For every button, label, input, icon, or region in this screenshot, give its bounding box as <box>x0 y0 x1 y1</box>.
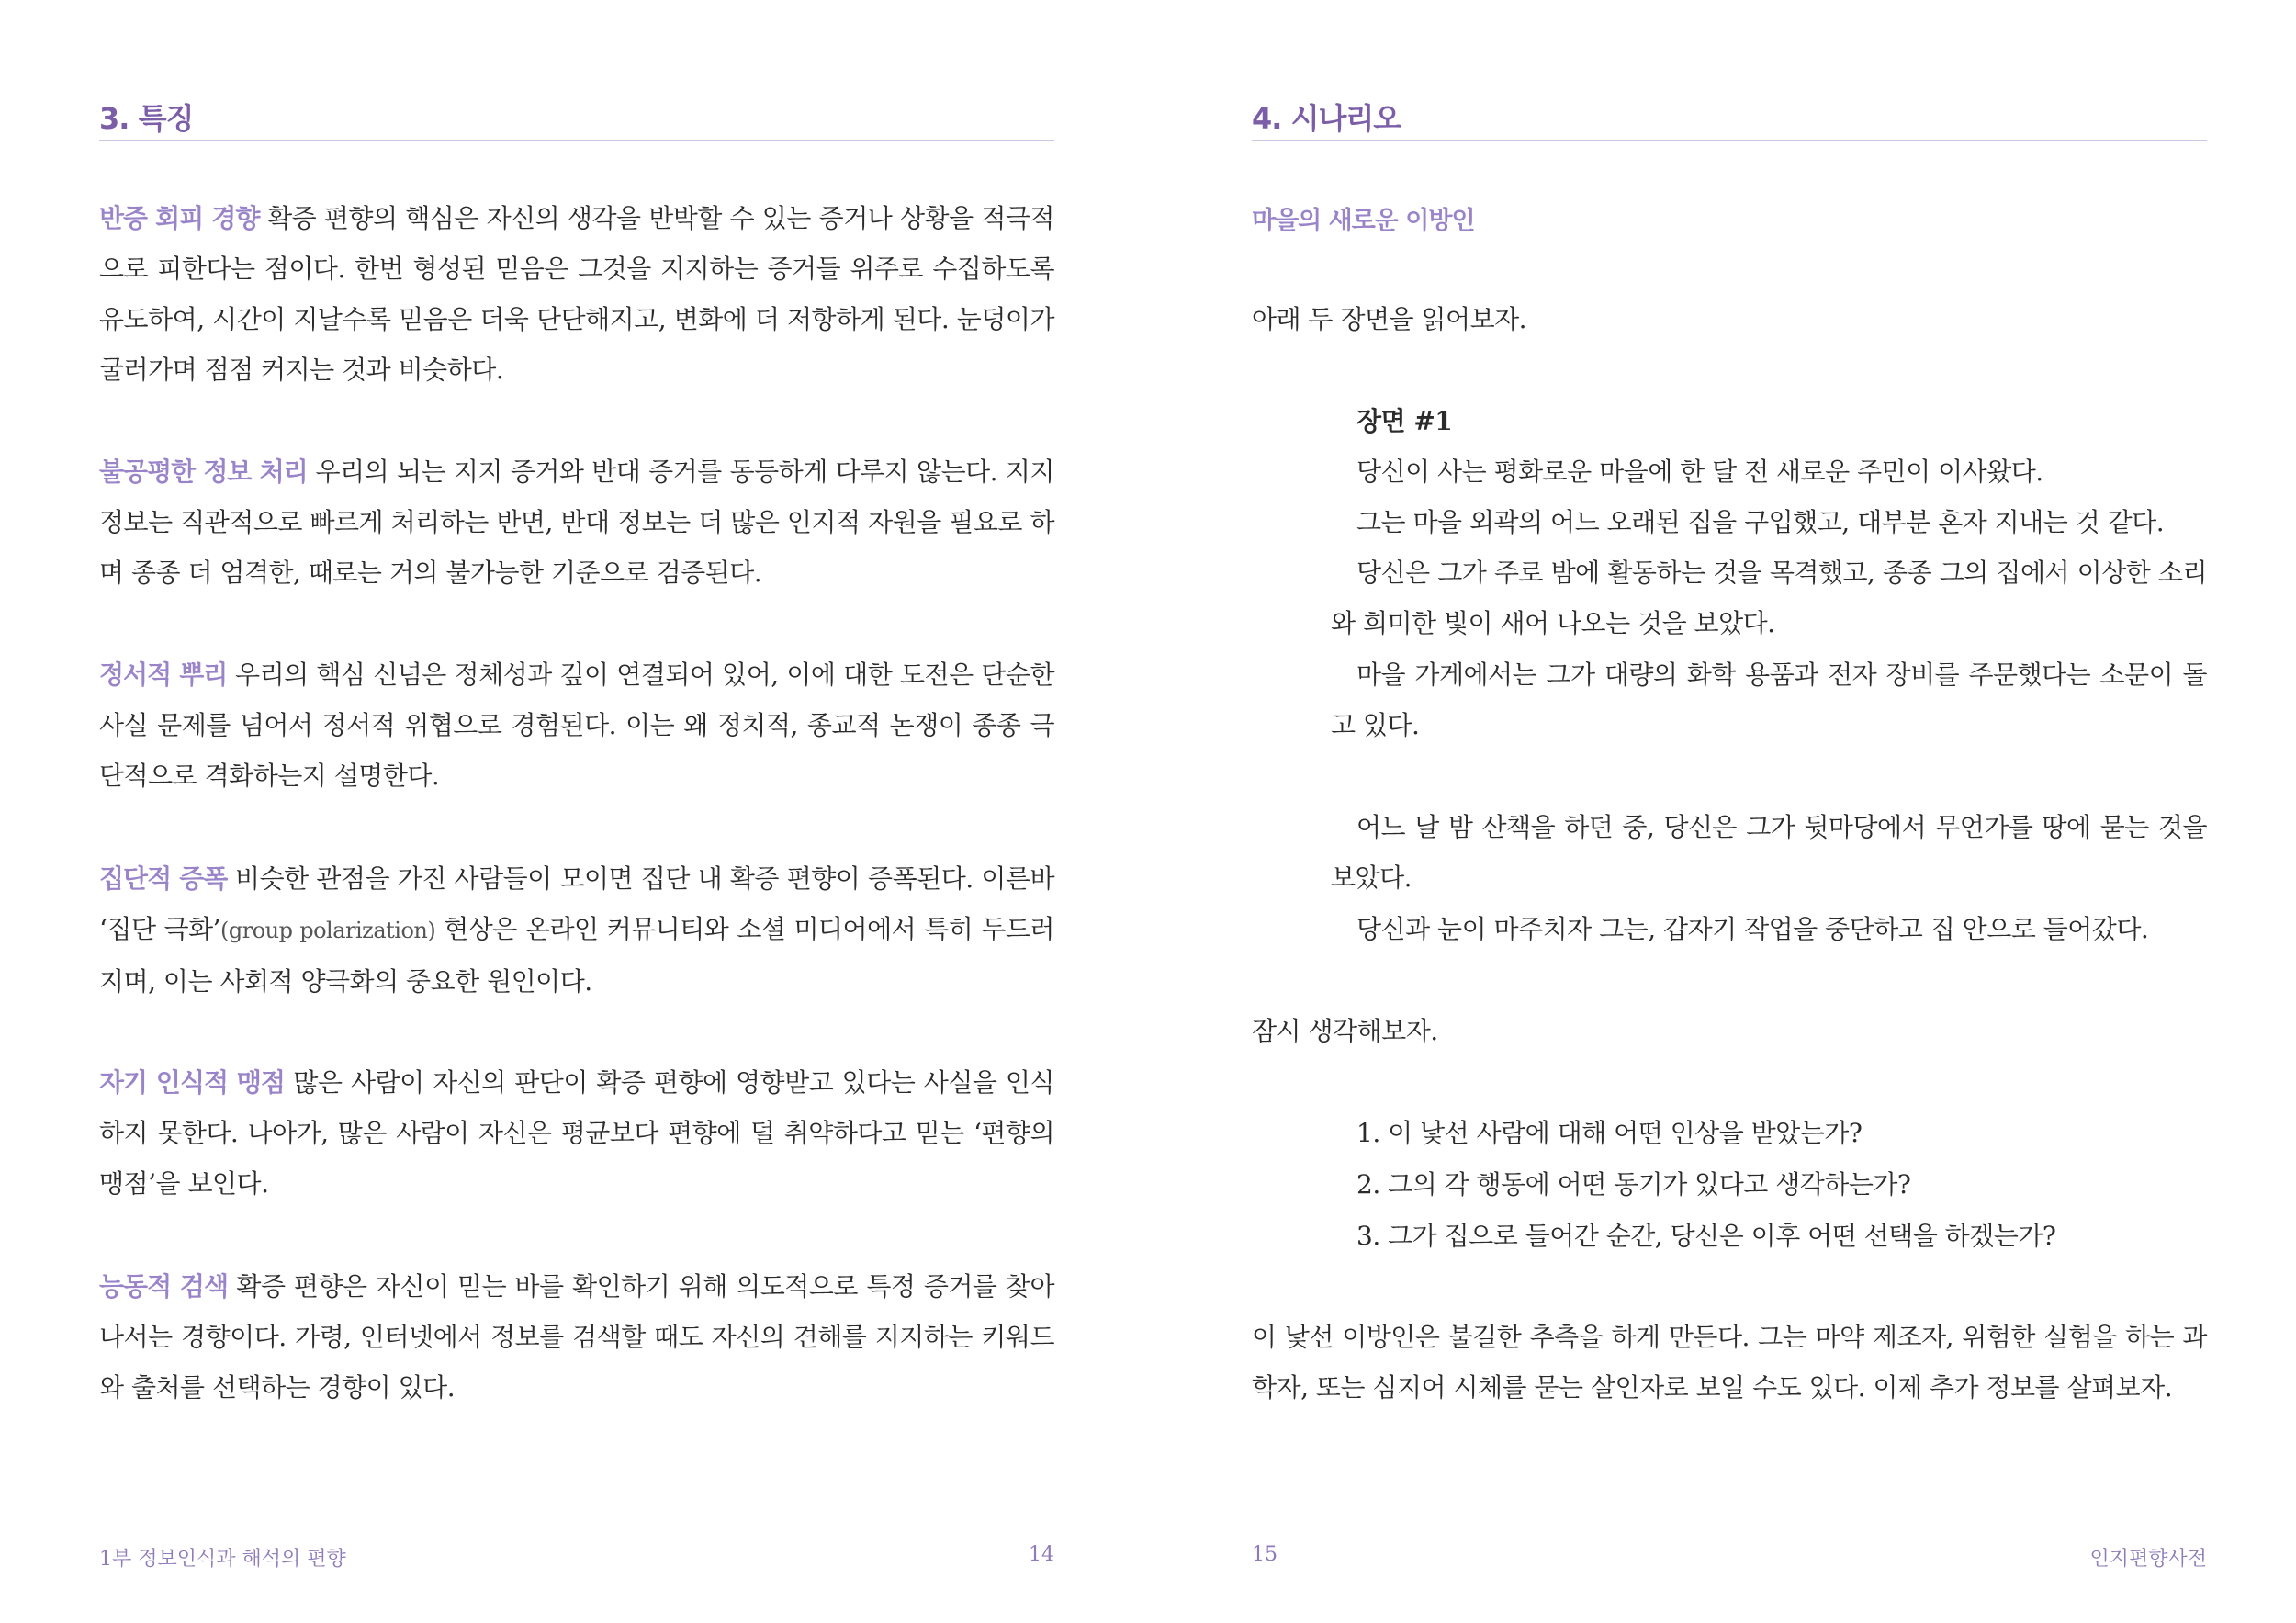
feature-paren-term: (group polarization) <box>220 918 436 943</box>
feature-text: 우리의 핵심 신념은 정체성과 깊이 연결되어 있어, 이에 대한 도전은 단순한 사실 문제를 넘어서 정서적 위협으로 경험된다. 이는 왜 정치적, 종교적 논쟁이 종종 극단적으로 격화하는지 설명한다. <box>99 659 1054 791</box>
page-number-right: 15 <box>1252 1543 1277 1566</box>
question-item: 2. 그의 각 행동에 어떤 동기가 있다고 생각하는가? <box>1356 1169 1911 1200</box>
section-heading-features: 3. 특징 <box>99 101 194 136</box>
scenario-intro: 아래 두 장면을 읽어보자. <box>1252 304 1527 334</box>
feature-keyword: 반증 회피 경향 <box>99 203 260 233</box>
page-number-left: 14 <box>1029 1543 1054 1566</box>
heading-divider <box>99 140 1054 141</box>
scene-paragraph: 당신이 사는 평화로운 마을에 한 달 전 새로운 주민이 이사왔다. <box>1356 456 2043 487</box>
left-page <box>99 0 1054 1623</box>
feature-text: 현상은 온라인 커뮤니티와 소셜 미디어에서 특히 두드러지며, 이는 사회적 양극화의 중요한 원인이다. <box>99 914 1054 997</box>
feature-keyword: 정서적 뿌리 <box>99 659 228 690</box>
footer-book-title: 인지편향사전 <box>2089 1548 2207 1571</box>
footer-part-title: 1부 정보인식과 해석의 편향 <box>99 1548 346 1571</box>
feature-text: 확증 편향은 자신이 믿는 바를 확인하기 위해 의도적으로 특정 증거를 찾아 나서는 경향이다. 가령, 인터넷에서 정보를 검색할 때도 자신의 견해를 지지하는 키워드와 출처를 선택하는 경향이 있다. <box>99 1271 1054 1403</box>
feature-text: 많은 사람이 자신의 판단이 확증 편향에 영향받고 있다는 사실을 인식하지 못한다. 나아가, 많은 사람이 자신은 평균보다 편향에 덜 취약하다고 믿는 ‘편향의 맹점’을 보인다. <box>99 1067 1054 1199</box>
scene-paragraph: 어느 날 밤 산책을 하던 중, 당신은 그가 뒷마당에서 무언가를 땅에 묻는 것을 보았다. <box>1331 812 2207 893</box>
feature-keyword: 능동적 검색 <box>99 1271 229 1302</box>
scenario-subheading: 마을의 새로운 이방인 <box>1252 207 1475 235</box>
reflection-prompt: 잠시 생각해보자. <box>1252 1016 1438 1046</box>
heading-divider <box>1252 140 2207 141</box>
question-item: 1. 이 낯선 사람에 대해 어떤 인상을 받았는가? <box>1356 1118 1863 1148</box>
scene-title: 장면 #1 <box>1356 406 1453 436</box>
feature-paragraph-6 <box>99 1261 1054 1413</box>
feature-text: 비슷한 관점을 가진 사람들이 모이면 집단 내 확증 편향이 증폭된다. 이른바 ‘집단 극화’ <box>99 863 1054 944</box>
scene-paragraph: 당신은 그가 주로 밤에 활동하는 것을 목격했고, 종종 그의 집에서 이상한 소리와 희미한 빛이 새어 나오는 것을 보았다. <box>1331 558 2207 638</box>
feature-text: 확증 편향의 핵심은 자신의 생각을 반박할 수 있는 증거나 상황을 적극적으로 피한다는 점이다. 한번 형성된 믿음은 그것을 지지하는 증거들 위주로 수집하도록 유도하여, 시간이 지날수록 믿음은 더욱 단단해지고, 변화에 더 저항하게 된다. 눈덩이가 굴러가며 점점 커지는 것과 비슷하다. <box>99 203 1054 385</box>
feature-keyword: 집단적 증폭 <box>99 863 228 894</box>
feature-paragraph-5 <box>99 1057 1054 1209</box>
right-page <box>1252 0 2207 1623</box>
scene-paragraph: 마을 가게에서는 그가 대량의 화학 용품과 전자 장비를 주문했다는 소문이 돌고 있다. <box>1331 659 2207 740</box>
feature-paragraph-2 <box>99 446 1054 598</box>
feature-paragraph-1 <box>99 193 1054 395</box>
question-item: 3. 그가 집으로 들어간 순간, 당신은 이후 어떤 선택을 하겠는가? <box>1356 1221 2056 1251</box>
scenario-closing: 이 낯선 이방인은 불길한 추측을 하게 만든다. 그는 마약 제조자, 위험한 실험을 하는 과학자, 또는 심지어 시체를 묻는 살인자로 보일 수도 있다. 이제 추가 정보를 살펴보자. <box>1252 1322 2207 1403</box>
feature-keyword: 불공평한 정보 처리 <box>99 456 308 487</box>
scene-paragraph: 그는 마을 외곽의 어느 오래된 집을 구입했고, 대부분 혼자 지내는 것 같다. <box>1356 507 2165 537</box>
feature-keyword: 자기 인식적 맹점 <box>99 1067 285 1098</box>
feature-paragraph-3 <box>99 649 1054 801</box>
section-heading-scenario: 4. 시나리오 <box>1252 101 1401 136</box>
feature-text: 우리의 뇌는 지지 증거와 반대 증거를 동등하게 다루지 않는다. 지지 정보는 직관적으로 빠르게 처리하는 반면, 반대 정보는 더 많은 인지적 자원을 필요로 하며 종종 더 엄격한, 때로는 거의 불가능한 기준으로 검증된다. <box>99 456 1054 588</box>
feature-paragraph-4 <box>99 853 1054 1007</box>
scene-paragraph: 당신과 눈이 마주치자 그는, 갑자기 작업을 중단하고 집 안으로 들어갔다. <box>1356 914 2149 944</box>
